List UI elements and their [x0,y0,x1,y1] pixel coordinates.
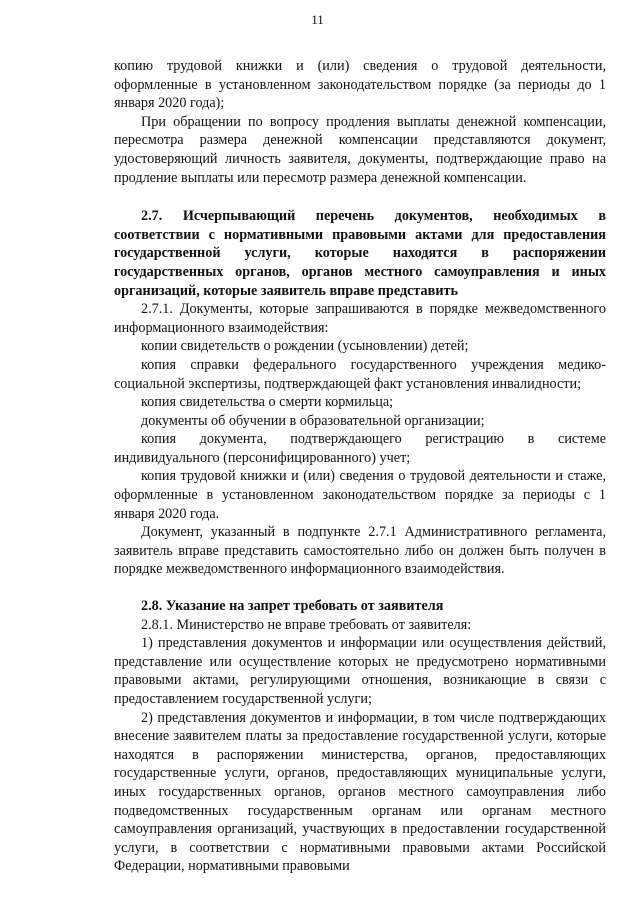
page-body [114,57,606,876]
section-heading-2-7: 2.7. Исчерпывающий перечень документов, необходимых в соответствии с нормативными правовыми актами для предоставления государственной услуги, которые находятся в распоряжении государственных органов, органов местного самоуправления и иных организаций, которые заявитель вправе представить [114,208,606,299]
list-item: копия справки федерального государственного учреждения медико-социальной экспертизы, подтверждающей факт установления инвалидности; [114,356,606,392]
subsection-2-7-1: 2.7.1. Документы, которые запрашиваются в порядке межведомственного информационного взаимодействия: [114,301,606,336]
paragraph: копию трудовой книжки и (или) сведения о трудовой деятельности, оформленные в установленном законодательством порядке (за периоды до 1 января 2020 года); [114,58,606,112]
list-item: копия трудовой книжки и (или) сведения о трудовой деятельности и стаже, оформленные в установленном законодательством порядке за периоды с 1 января 2020 года. [114,468,606,522]
list-item: копии свидетельств о рождении (усыновлении) детей; [141,338,469,355]
paragraph: Документ, указанный в подпункте 2.7.1 Административного регламента, заявитель вправе представить самостоятельно либо он должен быть получен в порядке межведомственного информационного взаимодействия. [114,524,606,578]
list-item: документы об обучении в образовательной организации; [141,412,485,429]
list-item: 2) представления документов и информации, в том числе подтверждающих внесение заявителем платы за предоставление государственной услуги, которые находятся в распоряжении министерства, органов, предоставляющих государственные услуги, органов, предоставляющих муниципальные услуги, иных государственных органов, органов местного самоуправления либо подведомственных государственным органам или органам местного самоуправления организаций, участвующих в предоставлении государственной услуги, в соответствии с нормативными правовыми актами Российской Федерации, нормативными правовыми [114,709,606,875]
list-item: 1) представления документов и информации или осуществления действий, представление или осуществление которых не предусмотрено нормативными правовыми актами, регулирующими отношения, возникающие в связи с предоставлением государственной услуги; [114,635,606,707]
subsection-2-8-1: 2.8.1. Министерство не вправе требовать от заявителя: [141,616,472,633]
section-heading-2-8: 2.8. Указание на запрет требовать от заявителя [141,598,444,615]
paragraph: При обращении по вопросу продления выплаты денежной компенсации, пересмотра размера денежной компенсации представляются документ, удостоверяющий личность заявителя, документы, подтверждающие право на продление выплаты или пересмотр размера денежной компенсации. [114,113,606,186]
list-item: копия свидетельства о смерти кормильца; [141,394,394,411]
list-item: копия документа, подтверждающего регистрацию в системе индивидуального (персонифицированного) учет; [114,431,606,466]
page-number: 11 [311,12,324,27]
